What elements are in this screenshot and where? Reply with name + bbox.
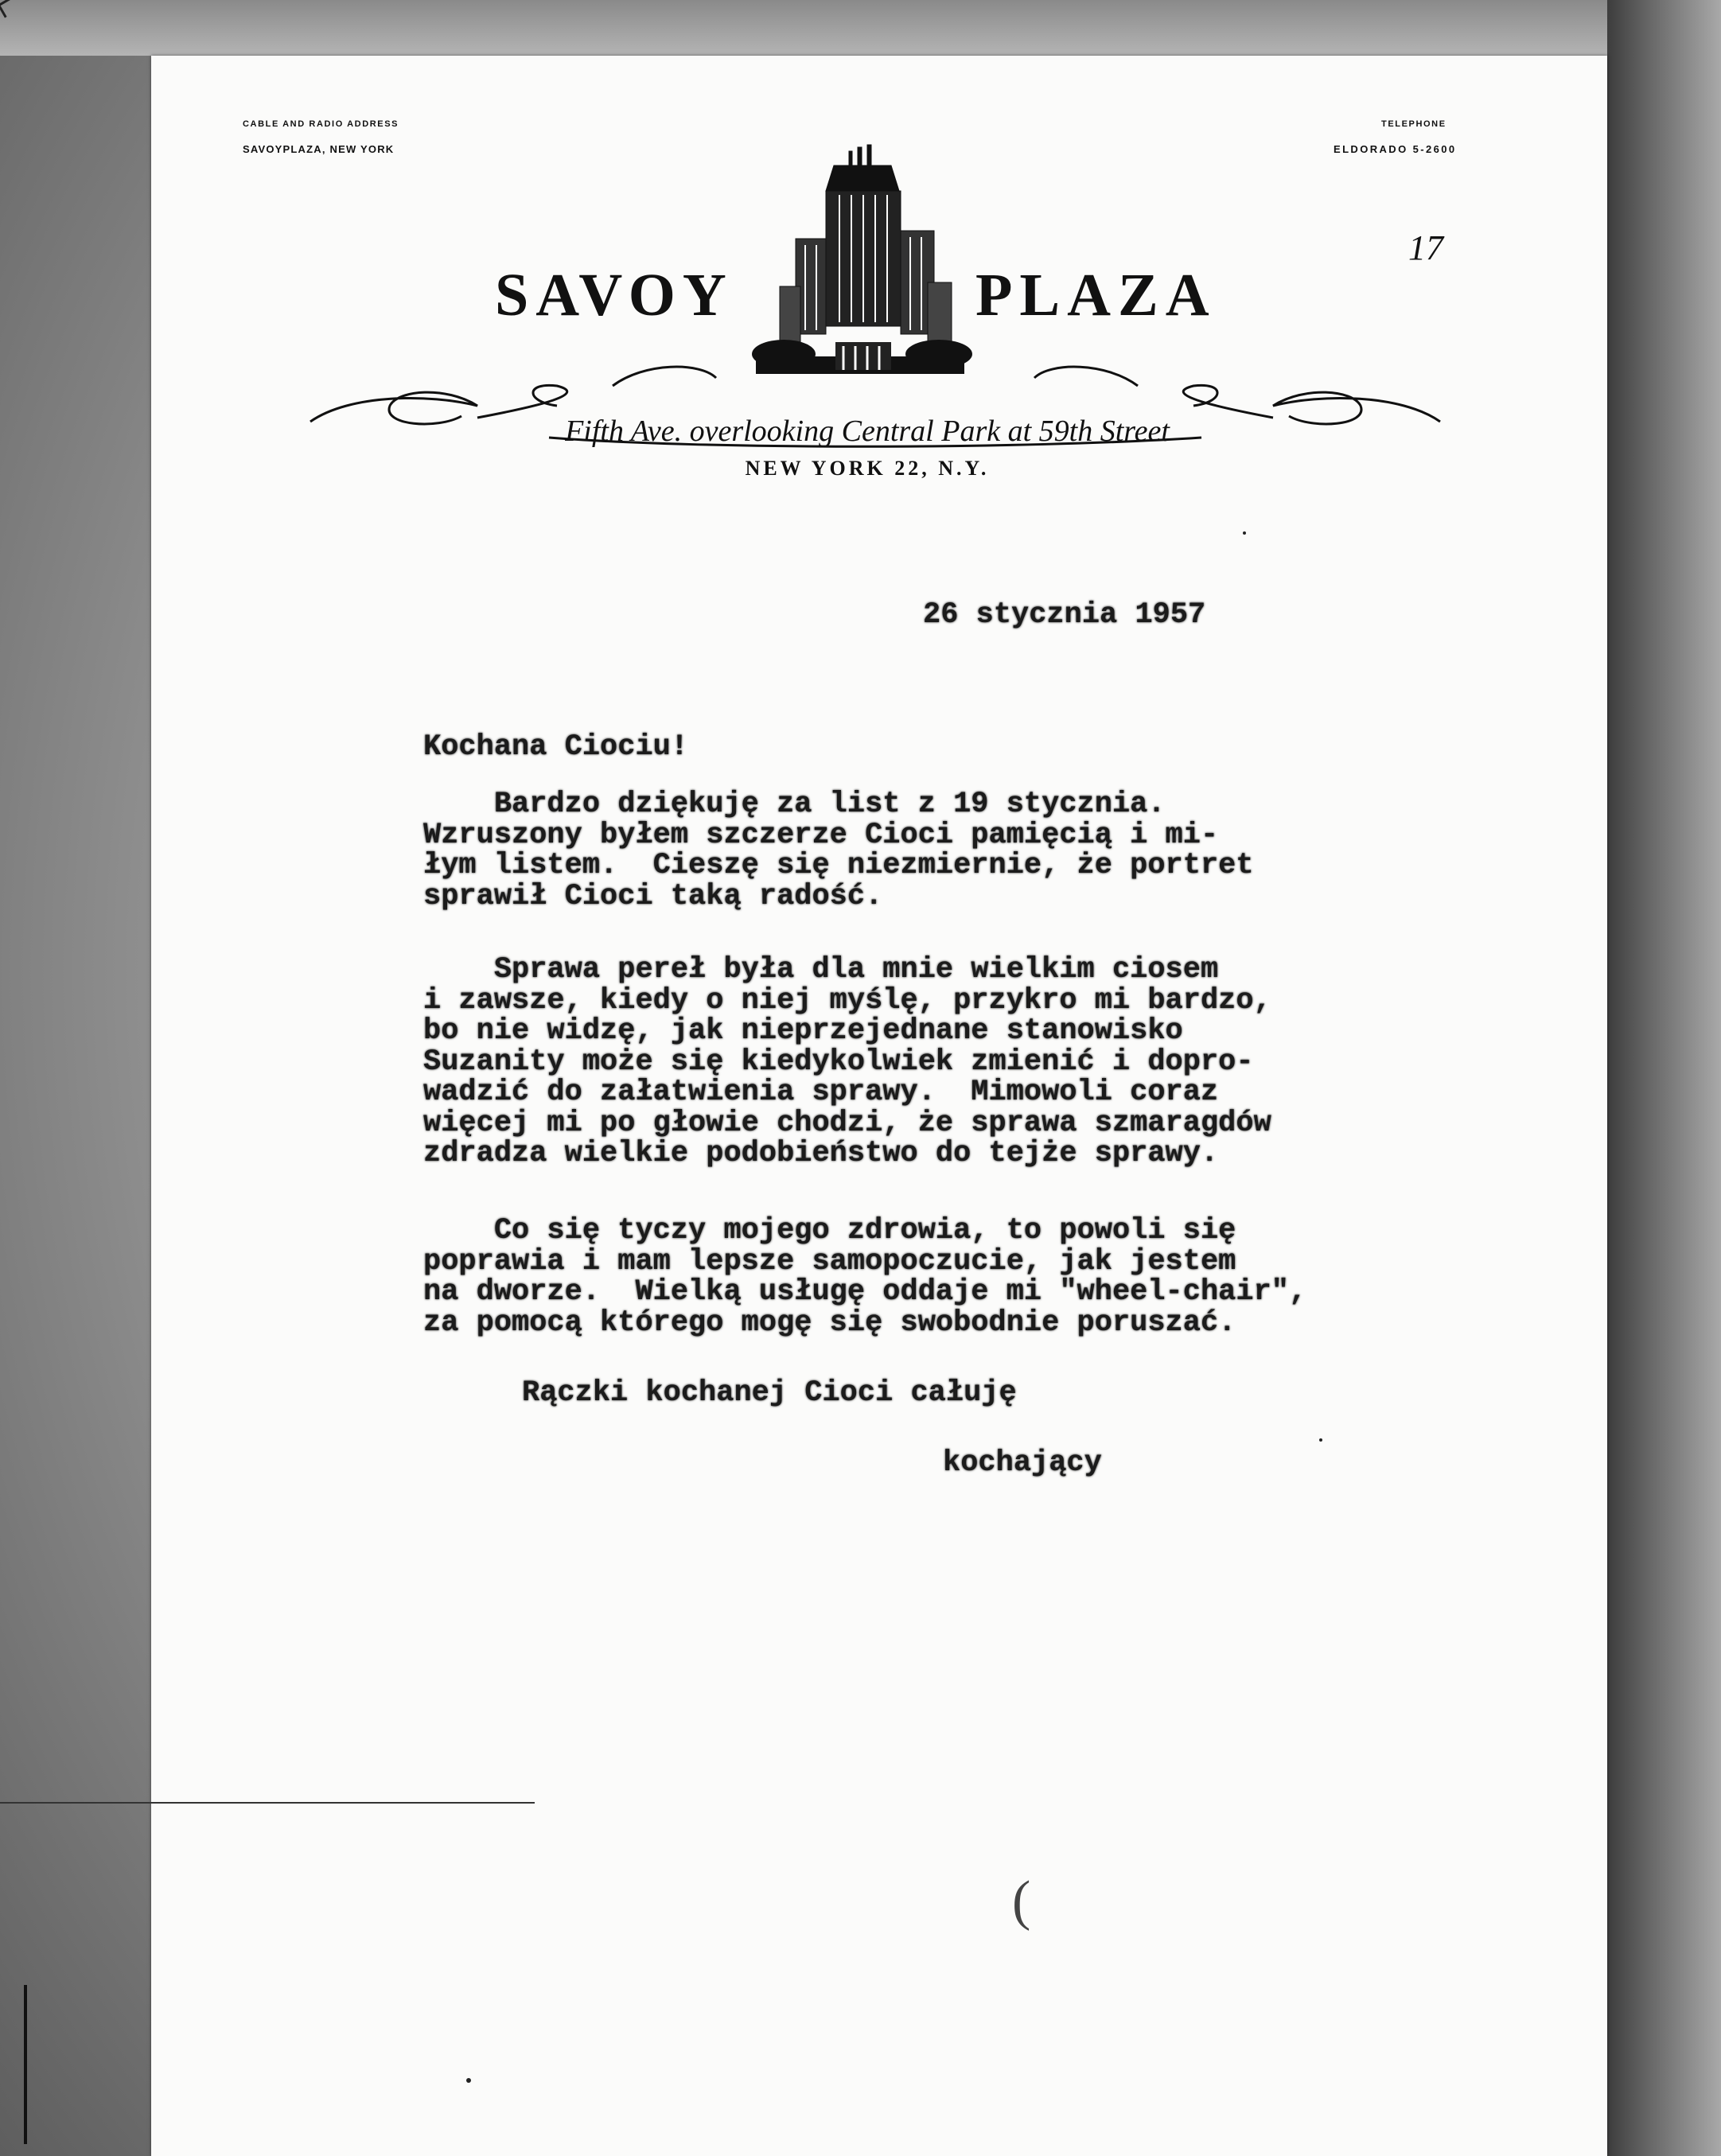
- speck: [1319, 1438, 1322, 1442]
- cable-label: CABLE AND RADIO ADDRESS: [243, 119, 399, 129]
- tagline: Fifth Ave. overlooking Central Park at 59th Street: [565, 414, 1170, 448]
- letter-date: 26 stycznia 1957: [923, 598, 1206, 632]
- city-line: NEW YORK 22, N.Y.: [745, 457, 990, 480]
- speck: [466, 2078, 471, 2083]
- scan-top-edge: [0, 0, 1721, 56]
- scan-right-edge: [1607, 0, 1721, 2156]
- letter-greeting: Kochana Ciociu!: [423, 730, 689, 764]
- letter-paragraph-1: Bardzo dziękuję za list z 19 stycznia. Wzruszony byłem szczerze Cioci pamięcią i mi- łym listem. Cieszę się niezmiernie, że portret sprawił Cioci taką radość.: [423, 788, 1254, 913]
- brand-right: PLAZA: [975, 262, 1217, 329]
- stray-mark: (: [1012, 1870, 1031, 1932]
- letter-paragraph-2: Sprawa pereł była dla mnie wielkim ciosem i zawsze, kiedy o niej myślę, przykro mi bardzo, bo nie widzę, jak nieprzejednane stanowisko Suzanity może się kiedykolwiek zmienić i dopro- wadzić do załatwienia sprawy. Mimowoli coraz więcej mi po głowie chodzi, że sprawa szmaragdów zdradza wielkie podobieństwo do tejże sprawy.: [423, 953, 1271, 1170]
- letter-closing: Rączki kochanej Cioci całuję: [522, 1376, 1017, 1410]
- brand-left: SAVOY: [495, 262, 734, 329]
- telephone-label: TELEPHONE: [1381, 119, 1446, 129]
- letter-signature: kochający: [943, 1446, 1102, 1480]
- letter-paragraph-3: Co się tyczy mojego zdrowia, to powoli się poprawia i mam lepsze samopoczucie, jak jestem na dworze. Wielką usługę oddaje mi "wheel-chair", za pomocą którego mogę się swobodnie poruszać.: [423, 1214, 1307, 1340]
- scan-rule-line: [0, 1802, 535, 1804]
- skyscraper-icon: [740, 143, 979, 386]
- speck: [1243, 531, 1246, 535]
- cable-address: SAVOYPLAZA, NEW YORK: [243, 143, 395, 155]
- telephone-number: ELDORADO 5-2600: [1334, 143, 1457, 155]
- margin-mark: [24, 1985, 27, 2144]
- page-number: 17: [1408, 228, 1443, 267]
